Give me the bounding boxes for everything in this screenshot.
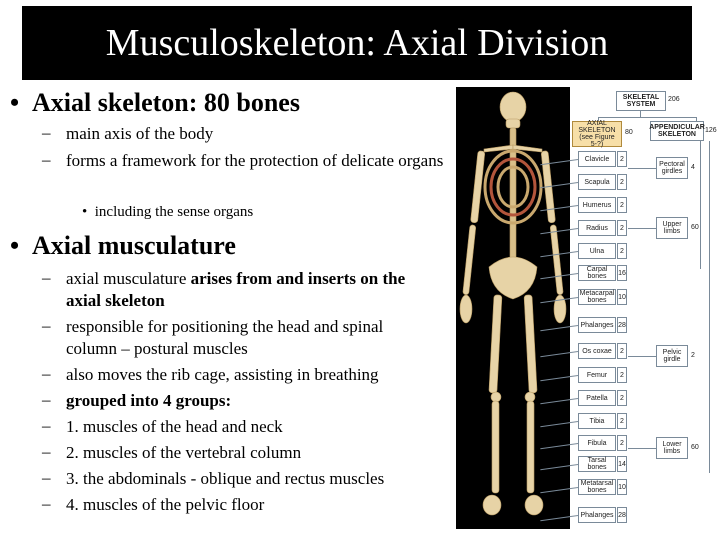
bone-count: 14: [617, 456, 627, 472]
bone-box: Humerus: [578, 197, 616, 213]
bone-count: 2: [617, 220, 627, 236]
skeleton-photo: [456, 87, 570, 529]
bullet-dot-icon: •: [10, 88, 20, 117]
limb-group-box: Pectoral girdles: [656, 157, 688, 179]
bullet-dot-icon: •: [10, 231, 20, 260]
bone-box: Metacarpal bones: [579, 290, 615, 304]
bone-count: 10: [617, 289, 627, 305]
sub-sub-bullet: • including the sense organs: [82, 204, 254, 220]
bone-box: Patella: [578, 390, 616, 406]
bone-count: 2: [617, 367, 627, 383]
bone-box: Femur: [578, 367, 616, 383]
bone-count: 2: [617, 343, 627, 359]
sub-bullet-text: forms a framework for the protection of delicate organs: [66, 151, 444, 170]
bone-count: 2: [617, 151, 627, 167]
bone-count: 2: [617, 413, 627, 429]
bone-box: Tibia: [578, 413, 616, 429]
bone-count: 2: [617, 197, 627, 213]
bone-box: Phalanges: [578, 507, 616, 523]
sub-bullet-text: axial musculature arises from and inserts on the axial skeleton: [66, 269, 406, 310]
limb-group-count: 60: [691, 224, 699, 231]
title-bar: [22, 6, 692, 80]
bone-box: Fibula: [578, 435, 616, 451]
bone-count: 16: [617, 265, 627, 281]
bone-box: Tarsal bones: [578, 456, 616, 472]
bone-count: 2: [617, 435, 627, 451]
sub-bullet-text: also moves the rib cage, assisting in breathing: [66, 365, 379, 384]
slide-title: Musculoskeleton: Axial Division: [105, 22, 609, 64]
limb-group-count: 4: [691, 164, 695, 171]
skeletal-system-chart: SKELETAL SYSTEM 206 AXIAL SKELETON (see Figure 5-?) 80 APPENDICULAR SKELETON 126 Clavicle 2 Scapula 2 Humerus 2 Radius 2 Ulna 2 Carpal bones 16 Metacarpal bones 10 Phalanges 28 Os coxae 2 Femur 2 Patella 2 Tibia 2 Fibula 2 Tarsal bones 14 Metatarsal bones 10 Phalanges 28 Pectoral girdles 4 Upper limbs 60 Pelvic girdle 2 Lower limbs 60: [570, 87, 714, 529]
bone-box: Ulna: [578, 243, 616, 259]
skeleton-illustration: [456, 87, 570, 529]
limb-group-box: Pelvic girdle: [656, 345, 688, 367]
limb-group-box: Lower limbs: [656, 437, 688, 459]
axial-skeleton-box: AXIAL SKELETON (see Figure 5-?): [572, 121, 622, 147]
bone-count: 2: [617, 390, 627, 406]
bone-count: 2: [617, 243, 627, 259]
sub-bullet-text: 2. muscles of the vertebral column: [66, 443, 302, 462]
sub-bullet-text: main axis of the body: [66, 124, 214, 143]
sub-bullet-text: responsible for positioning the head and spinal column – postural muscles: [66, 317, 384, 358]
sub-bullet-text: 3. the abdominals - oblique and rectus muscles: [66, 469, 385, 488]
bone-count: 10: [617, 479, 627, 495]
bone-box: Phalanges: [578, 317, 616, 333]
bone-count: 28: [617, 507, 627, 523]
bone-count: 2: [617, 174, 627, 190]
bullet-axial-musculature: • Axial musculature: [10, 231, 236, 260]
limb-group-box: Upper limbs: [656, 217, 688, 239]
sub-bullet-text: grouped into 4 groups:: [66, 391, 232, 410]
appendicular-skeleton-box: APPENDICULAR SKELETON: [650, 121, 704, 141]
sub-bullet-text: 1. muscles of the head and neck: [66, 417, 283, 436]
bone-box: Scapula: [578, 174, 616, 190]
sub-bullet-text: 4. muscles of the pelvic floor: [66, 495, 265, 514]
limb-group-count: 2: [691, 352, 695, 359]
bone-box: Carpal bones: [578, 265, 616, 281]
bone-count: 28: [617, 317, 627, 333]
skeletal-system-box: SKELETAL SYSTEM: [616, 91, 666, 111]
bone-box: Clavicle: [578, 151, 616, 167]
limb-group-count: 60: [691, 444, 699, 451]
skeleton-figure: [456, 87, 717, 529]
bone-box: Metatarsal bones: [578, 479, 616, 495]
bullet-axial-skeleton: • Axial skeleton: 80 bones: [10, 88, 300, 117]
bone-box: Radius: [578, 220, 616, 236]
bone-box: Os coxae: [578, 343, 616, 359]
